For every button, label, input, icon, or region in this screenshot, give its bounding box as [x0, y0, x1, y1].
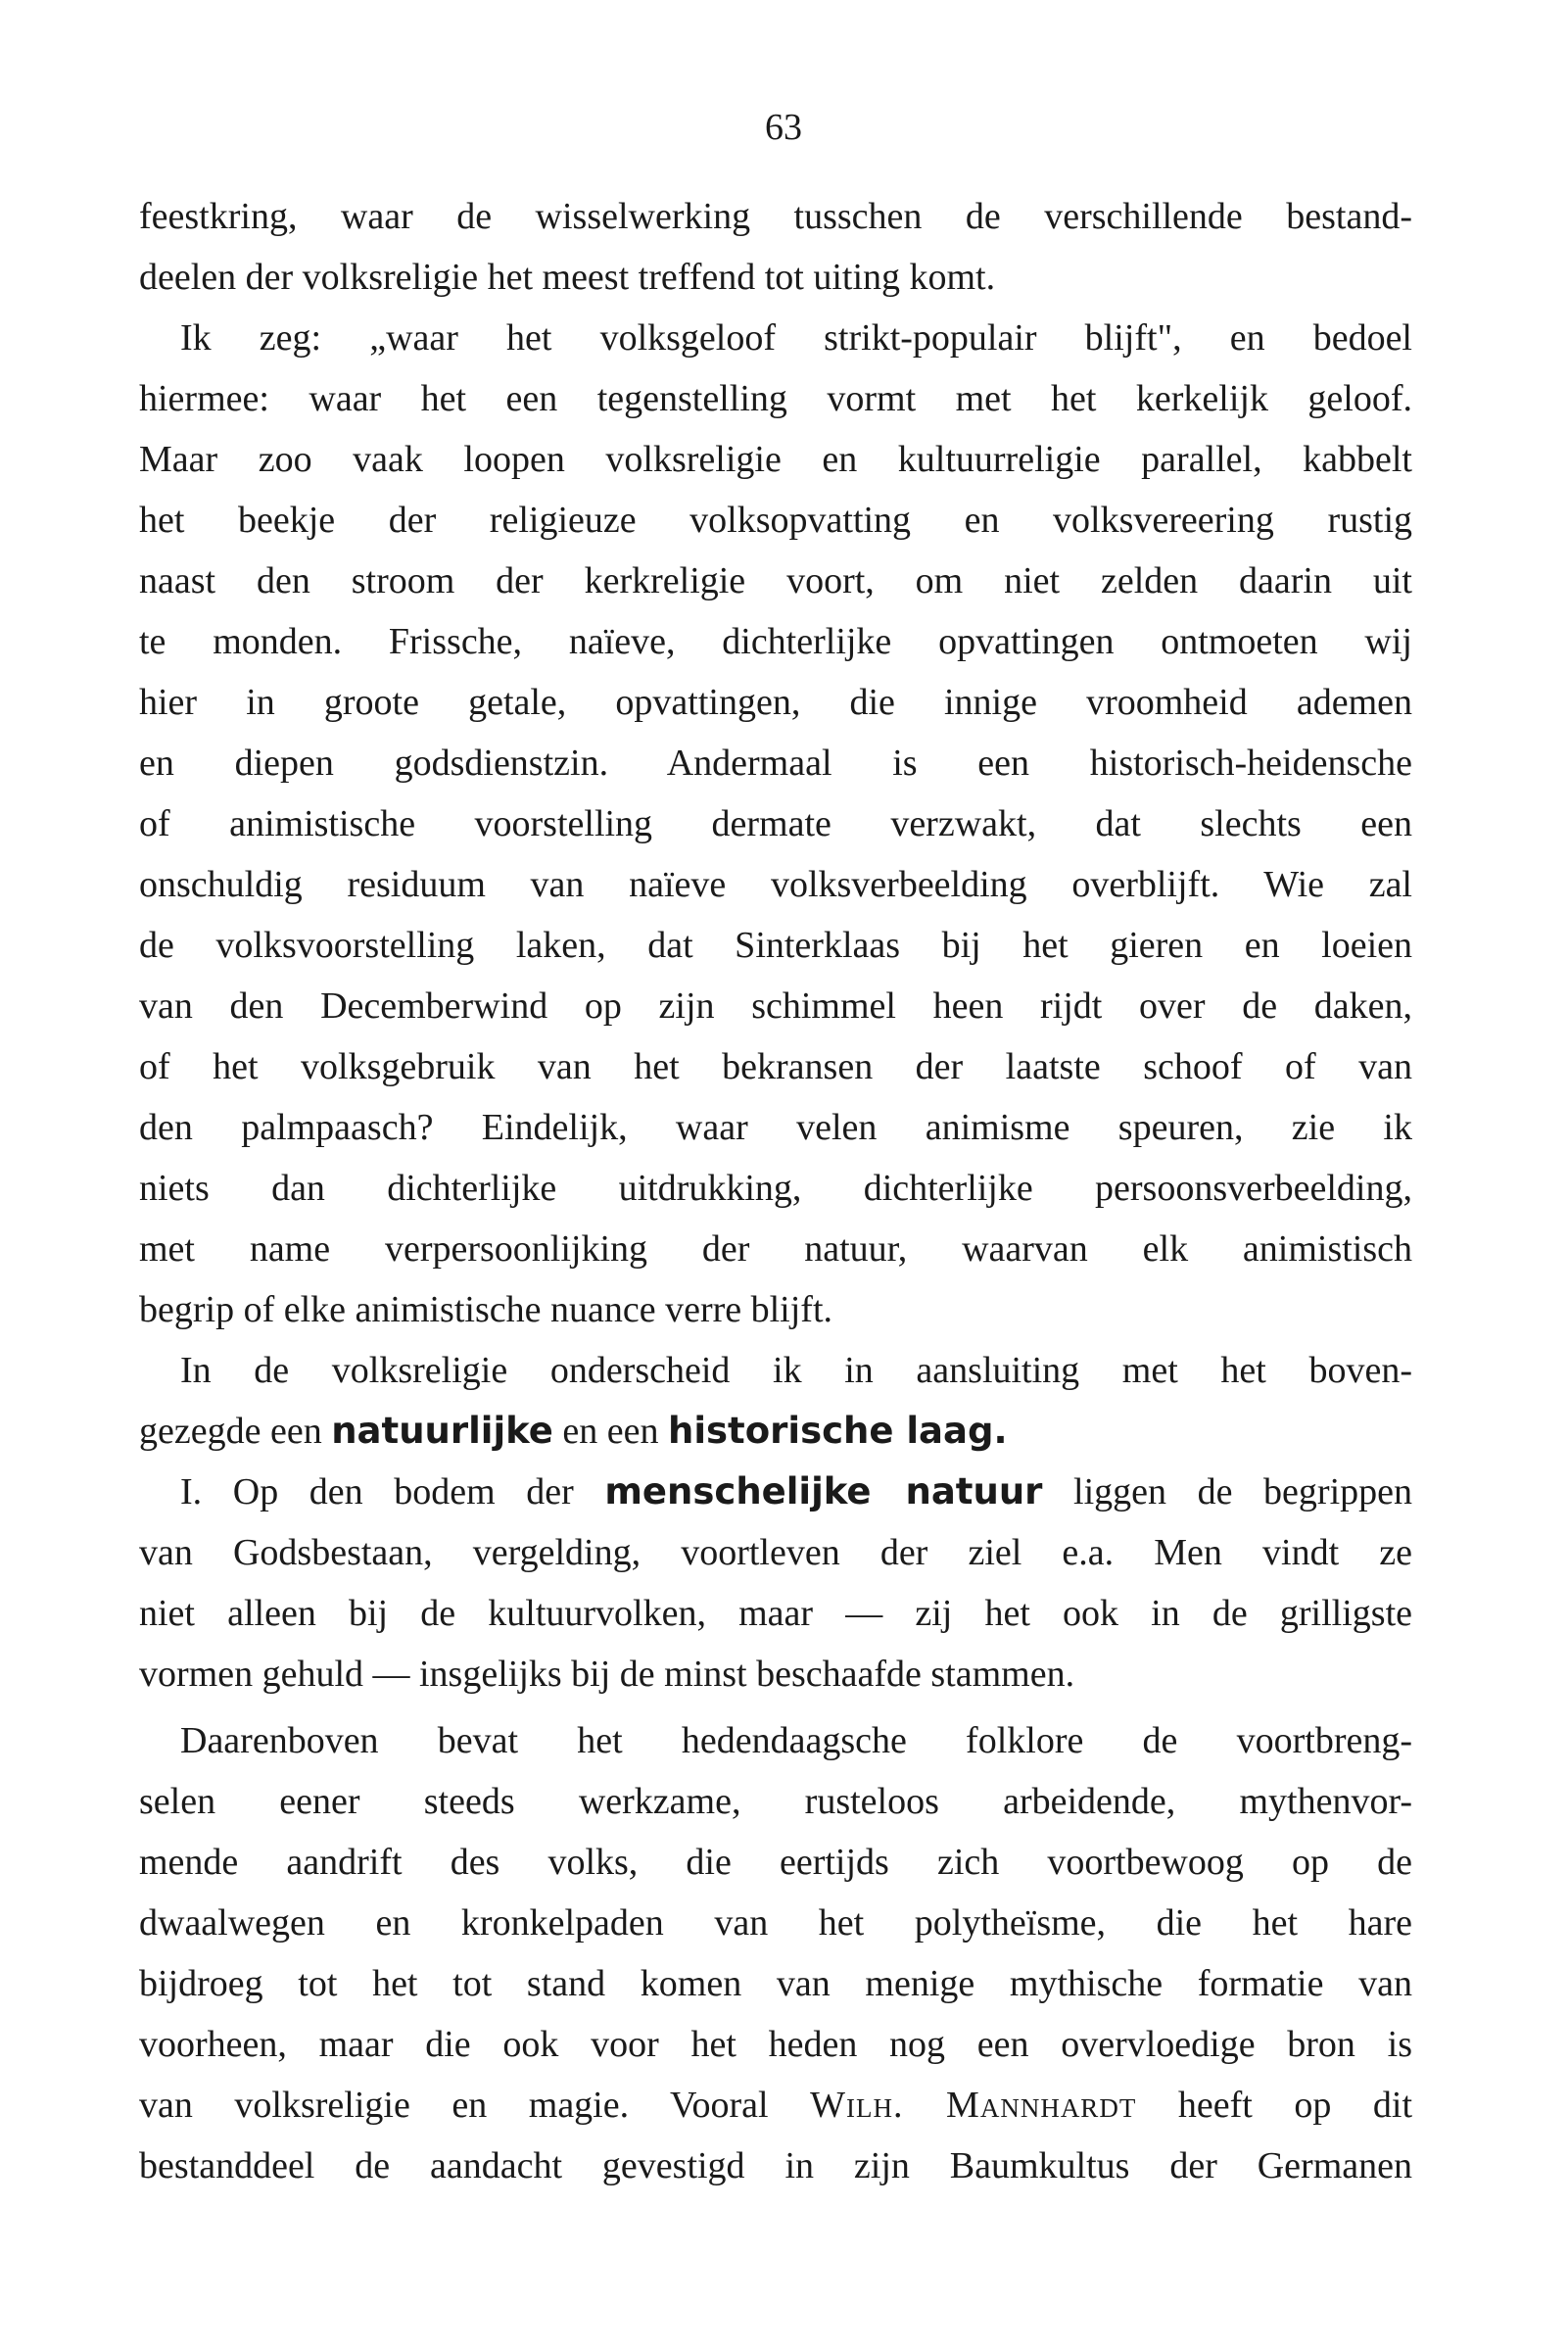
text-line: In de volksreligie onderscheid ik in aansluiting met het boven- — [180, 1350, 1412, 1391]
text-line: niet alleen bij de kultuurvolken, maar — zij het ook in de grilligste — [139, 1593, 1412, 1634]
text-line: selen eener steeds werkzame, rusteloos arbeidende, mythenvor- — [139, 1781, 1412, 1822]
text-line: dwaalwegen en kronkelpaden van het polytheïsme, die het hare — [139, 1902, 1412, 1944]
text-line: vormen gehuld — insgelijks bij de minst beschaafde stammen. — [139, 1654, 1075, 1695]
text-line: naast den stroom der kerkreligie voort, om niet zelden daarin uit — [139, 560, 1412, 601]
term-historische-laag: historische laag. — [668, 1410, 1008, 1452]
text-line — [139, 2075, 1412, 2136]
text-line: hier in groote getale, opvattingen, die innige vroomheid ademen — [139, 682, 1412, 723]
text-line: of het volksgebruik van het bekransen der laatste schoof of van — [139, 1046, 1412, 1087]
text-line: het beekje der religieuze volksopvatting en volksvereering rustig — [139, 500, 1412, 541]
text-line: Daarenboven bevat het hedendaagsche folklore de voortbreng- — [180, 1720, 1412, 1761]
text-line: mende aandrift des volks, die eertijds zich voortbewoog op de — [139, 1842, 1412, 1883]
text-run: en een — [552, 1411, 668, 1452]
text-line: met name verpersoonlijking der natuur, waarvan elk animistisch — [139, 1228, 1412, 1270]
text-line: van Godsbestaan, vergelding, voortleven der ziel e.a. Men vindt ze — [139, 1532, 1412, 1573]
term-menschelijke-natuur: menschelijke natuur — [604, 1470, 1043, 1512]
text-line: bestanddeel de aandacht gevestigd in zijn Baumkultus der Germanen — [139, 2145, 1412, 2186]
text-line — [139, 1401, 1412, 1462]
text-line: onschuldig residuum van naïeve volksverbeelding overblijft. Wie zal — [139, 864, 1412, 905]
text-line: hiermee: waar het een tegenstelling vormt met het kerkelijk geloof. — [139, 378, 1412, 419]
text-line: de volksvoorstelling laken, dat Sinterklaas bij het gieren en loeien — [139, 925, 1412, 966]
text-line: begrip of elke animistische nuance verre blijft. — [139, 1289, 833, 1330]
text-run: van volksreligie en magie. Vooral — [139, 2085, 811, 2126]
text-line: voorheen, maar die ook voor het heden nog een overvloedige bron is — [139, 2024, 1412, 2065]
text-line: of animistische voorstelling dermate verzwakt, dat slechts een — [139, 803, 1412, 844]
page-number: 63 — [765, 107, 802, 148]
author-name: Wilh. Mannhardt — [810, 2085, 1137, 2126]
text-run: liggen de begrippen — [1042, 1471, 1412, 1512]
text-line: te monden. Frissche, naïeve, dichterlijke opvattingen ontmoeten wij — [139, 621, 1412, 662]
term-natuurlijke: natuurlijke — [331, 1410, 553, 1452]
text-line: Ik zeg: „waar het volksgeloof strikt-populair blijft", en bedoel — [180, 317, 1412, 359]
text-line: deelen der volksreligie het meest treffend tot uiting komt. — [139, 257, 996, 298]
text-line: en diepen godsdienstzin. Andermaal is een historisch-heidensche — [139, 743, 1412, 784]
text-line: Maar zoo vaak loopen volksreligie en kultuurreligie parallel, kabbelt — [139, 439, 1412, 480]
text-line: den palmpaasch? Eindelijk, waar velen animisme speuren, zie ik — [139, 1107, 1412, 1148]
body-text — [139, 186, 1412, 2196]
text-line: van den Decemberwind op zijn schimmel heen rijdt over de daken, — [139, 985, 1412, 1027]
text-line — [139, 1462, 1412, 1522]
text-run: heeft op dit — [1136, 2085, 1412, 2126]
text-run: I. Op den bodem der — [180, 1471, 605, 1512]
text-line: bijdroeg tot het tot stand komen van menige mythische formatie van — [139, 1963, 1412, 2004]
text-run: gezegde een — [139, 1411, 332, 1452]
text-line: niets dan dichterlijke uitdrukking, dichterlijke persoonsverbeelding, — [139, 1168, 1412, 1209]
text-line: feestkring, waar de wisselwerking tusschen de verschillende bestand- — [139, 196, 1412, 237]
